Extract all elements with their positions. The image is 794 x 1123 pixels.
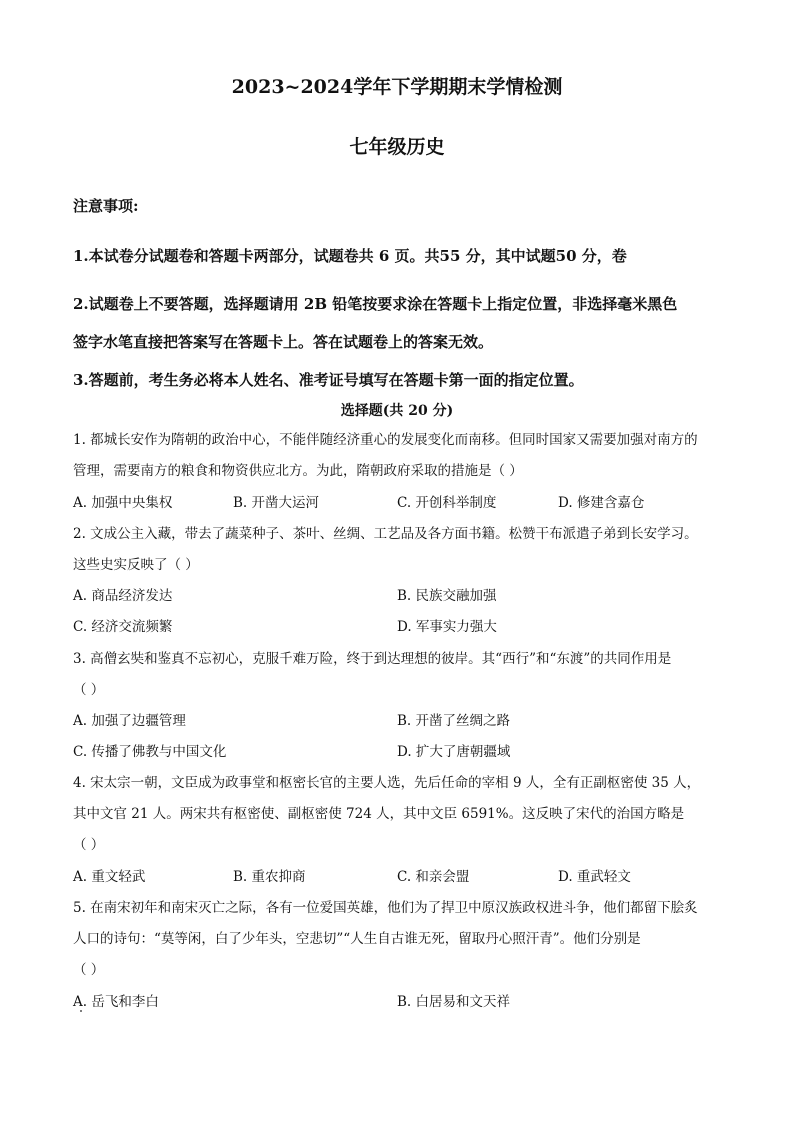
exam-subtitle: 七年级历史 xyxy=(349,136,445,158)
question-5-option-b: B. 白居易和文天祥 xyxy=(397,994,511,1010)
question-3-option-d: D. 扩大了唐朝疆域 xyxy=(397,744,511,760)
question-2-line-1: 2. 文成公主入藏，带去了蔬菜种子、茶叶、丝绸、工艺品及各方面书籍。松赞干布派遣子弟到长安学习。 xyxy=(73,526,698,542)
question-4-option-c: C. 和亲会盟 xyxy=(397,869,470,885)
question-1-line-2: 管理，需要南方的粮食和物资供应北方。为此，隋朝政府采取的措施是（ ） xyxy=(73,463,523,479)
question-3-line-1: 3. 高僧玄奘和鉴真不忘初心，克服千难万险，终于到达理想的彼岸。其“西行”和“东渡”的共同作用是 xyxy=(73,651,672,667)
question-1-option-d: D. 修建含嘉仓 xyxy=(558,495,645,511)
question-2-option-d: D. 军事实力强大 xyxy=(397,619,497,635)
notice-item-1: 1.本试卷分试题卷和答题卡两部分，试题卷共 6 页。共55 分，其中试题50 分，卷 xyxy=(73,247,627,265)
stray-dot xyxy=(80,1010,82,1012)
section-title: 选择题(共 20 分) xyxy=(340,403,454,419)
question-5-line-3: （ ） xyxy=(73,962,105,978)
question-4-line-1: 4. 宋太宗一朝，文臣成为政事堂和枢密长官的主要人选，先后任命的宰相 9 人，全有正副枢密使 35 人， xyxy=(73,775,701,791)
question-4-option-d: D. 重武轻文 xyxy=(558,869,631,885)
question-4-line-3: （ ） xyxy=(73,837,105,853)
question-5-line-1: 5. 在南宋初年和南宋灭亡之际，各有一位爱国英雄，他们为了捍卫中原汉族政权进斗争，他们都留下脍炙 xyxy=(73,900,698,916)
question-2-option-a: A. 商品经济发达 xyxy=(73,588,173,604)
notice-heading: 注意事项: xyxy=(73,197,139,215)
notice-item-3: 3.答题前，考生务必将本人姓名、准考证号填写在答题卡第一面的指定位置。 xyxy=(73,371,584,389)
question-4-option-b: B. 重农抑商 xyxy=(233,869,306,885)
question-1-option-a: A. 加强中央集权 xyxy=(73,495,173,511)
question-2-line-2: 这些史实反映了（ ） xyxy=(73,557,199,573)
notice-item-2: 2.试题卷上不要答题，选择题请用 2B 铅笔按要求涂在答题卡上指定位置，非选择毫米黑色 xyxy=(73,295,678,313)
question-3-option-c: C. 传播了佛教与中国文化 xyxy=(73,744,227,760)
question-5-option-a: A. 岳飞和李白 xyxy=(73,994,159,1010)
question-2-option-c: C. 经济交流频繁 xyxy=(73,619,173,635)
exam-title: 2023~2024学年下学期期末学情检测 xyxy=(231,76,563,98)
question-4-line-2: 其中文官 21 人。两宋共有枢密使、副枢密使 724 人，其中文臣 6591%。这反映了宋代的治国方略是 xyxy=(73,806,685,822)
question-1-line-1: 1. 都城长安作为隋朝的政治中心，不能伴随经济重心的发展变化而南移。但同时国家又需要加强对南方的 xyxy=(73,432,698,448)
question-3-option-a: A. 加强了边疆管理 xyxy=(73,713,186,729)
question-3-line-2: （ ） xyxy=(73,682,105,698)
question-2-option-b: B. 民族交融加强 xyxy=(397,588,497,604)
question-4-option-a: A. 重文轻武 xyxy=(73,869,146,885)
notice-item-2-cont: 签字水笔直接把答案写在答题卡上。答在试题卷上的答案无效。 xyxy=(73,333,494,351)
question-1-option-b: B. 开凿大运河 xyxy=(233,495,320,511)
question-1-option-c: C. 开创科举制度 xyxy=(397,495,497,511)
question-3-option-b: B. 开凿了丝绸之路 xyxy=(397,713,511,729)
question-5-line-2: 人口的诗句：“莫等闲，白了少年头，空悲切”“人生自古谁无死，留取丹心照汗青”。他们分别是 xyxy=(73,931,641,947)
